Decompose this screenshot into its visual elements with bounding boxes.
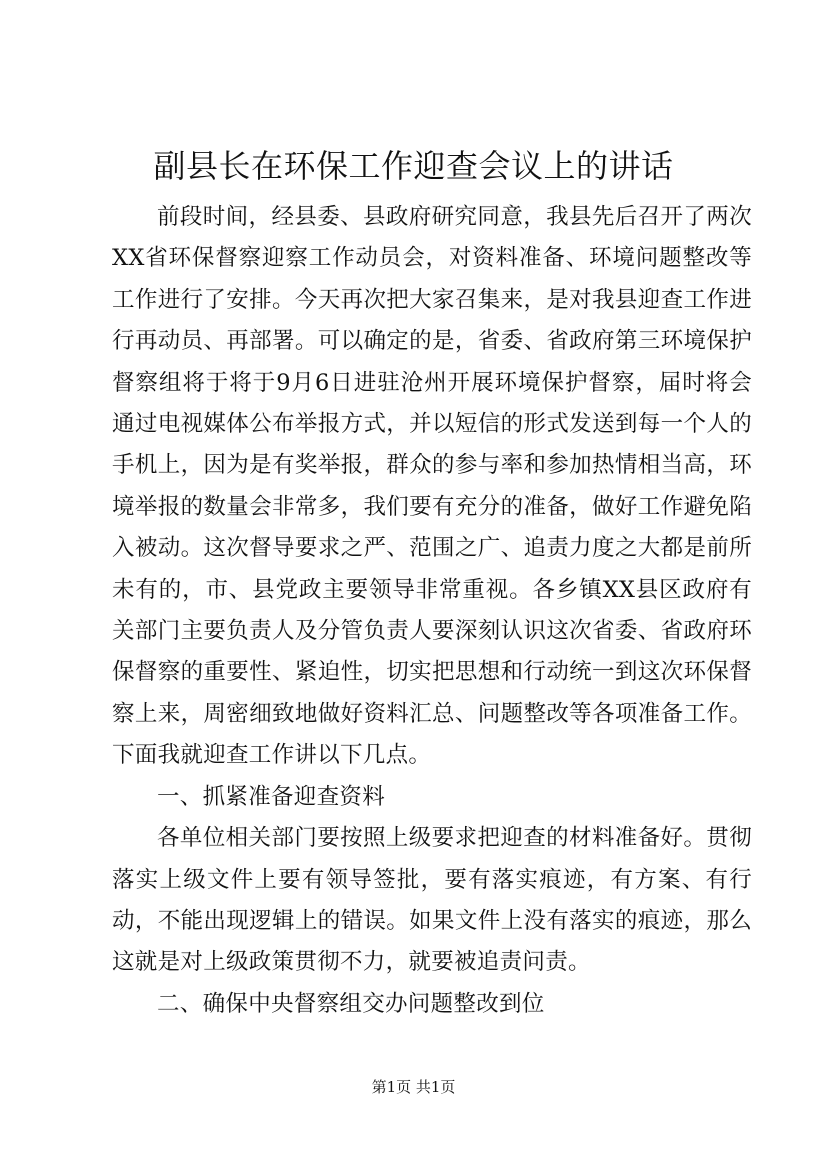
section-heading-1: 一、抓紧准备迎查资料: [157, 783, 386, 810]
page-footer: 第1页 共1页: [371, 1078, 456, 1096]
document-title: 副县长在环保工作迎查会议上的讲话: [153, 147, 674, 185]
paragraph-section-1: 各单位相关部门要按照上级要求把迎查的材料准备好。贯彻落实上级文件上要有领导签批，要有落实痕迹，有方案、有行动，不能出现逻辑上的错误。如果文件上没有落实的痕迹，那么这就是对上级政策贯彻不力，就要被追责问责。: [112, 825, 752, 976]
paragraph-intro: 前段时间，经县委、县政府研究同意，我县先后召开了两次XX省环保督察迎察工作动员会，对资料准备、环境问题整改等工作进行了安排。今天再次把大家召集来，是对我县迎查工作进行再动员、再部署。可以确定的是，省委、省政府第三环境保护督察组将于将于9月6日进驻沧州开展环境保护督察，届时将会通过电视媒体公布举报方式，并以短信的形式发送到每一个人的手机上，因为是有奖举报，群众的参与率和参加热情相当高，环境举报的数量会非常多，我们要有充分的准备，做好工作避免陷入被动。这次督导要求之严、范围之广、追责力度之大都是前所未有的，市、县党政主要领导非常重视。各乡镇XX县区政府有关部门主要负责人及分管负责人要深刻认识这次省委、省政府环保督察的重要性、紧迫性，切实把思想和行动统一到这次环保督察上来，周密细致地做好资料汇总、问题整改等各项准备工作。下面我就迎查工作讲以下几点。: [112, 204, 752, 769]
section-heading-2: 二、确保中央督察组交办问题整改到位: [157, 990, 545, 1017]
document-body: [112, 197, 752, 1025]
